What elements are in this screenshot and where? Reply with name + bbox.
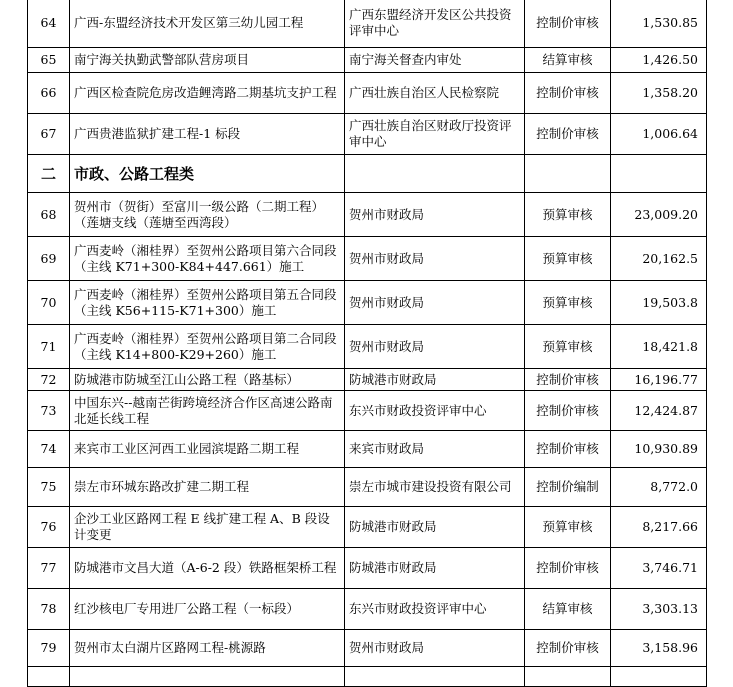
review-type-cell: 预算审核: [525, 281, 611, 325]
review-type-cell: 结算审核: [525, 589, 611, 630]
review-type-cell: 控制价编制: [525, 468, 611, 507]
row-number-cell: 二: [28, 155, 70, 193]
entrusting-unit-cell: 贺州市财政局: [345, 281, 525, 325]
review-type-cell: 控制价审核: [525, 114, 611, 155]
project-name-cell: 市政、公路工程类: [70, 155, 345, 193]
entrusting-unit-cell: 贺州市财政局: [345, 325, 525, 369]
row-number-cell: 65: [28, 48, 70, 73]
entrusting-unit-cell: 崇左市城市建设投资有限公司: [345, 468, 525, 507]
project-table-body: [28, 0, 707, 687]
entrusting-unit-cell: 防城港市财政局: [345, 548, 525, 589]
row-number-cell: 75: [28, 468, 70, 507]
table-row: [28, 548, 707, 589]
review-type-cell: 控制价审核: [525, 431, 611, 468]
entrusting-unit-cell: 防城港市财政局: [345, 369, 525, 391]
review-type-cell: [525, 155, 611, 193]
amount-cell: 1,530.85: [611, 0, 707, 48]
review-type-cell: 控制价审核: [525, 73, 611, 114]
project-name-cell: 广西区检查院危房改造鲤湾路二期基坑支护工程: [70, 73, 345, 114]
table-row: [28, 391, 707, 431]
row-number-cell: 73: [28, 391, 70, 431]
project-name-cell: 中国东兴--越南芒街跨境经济合作区高速公路南北延长线工程: [70, 391, 345, 431]
amount-cell: 8,772.0: [611, 468, 707, 507]
entrusting-unit-cell: 广西壮族自治区人民检察院: [345, 73, 525, 114]
project-name-cell: 广西-东盟经济技术开发区第三幼儿园工程: [70, 0, 345, 48]
review-type-cell: 控制价审核: [525, 630, 611, 667]
project-name-cell: 来宾市工业区河西工业园滨堤路二期工程: [70, 431, 345, 468]
project-name-cell: 贺州市太白湖片区路网工程-桃源路: [70, 630, 345, 667]
review-type-cell: 预算审核: [525, 325, 611, 369]
review-type-cell: 预算审核: [525, 507, 611, 548]
table-row: [28, 369, 707, 391]
row-number-cell: 71: [28, 325, 70, 369]
review-type-cell: 预算审核: [525, 237, 611, 281]
entrusting-unit-cell: 贺州市财政局: [345, 630, 525, 667]
table-row: [28, 589, 707, 630]
section-header-row: [28, 155, 707, 193]
entrusting-unit-cell: 东兴市财政投资评审中心: [345, 391, 525, 431]
project-name-cell: 广西贵港监狱扩建工程-1 标段: [70, 114, 345, 155]
row-number-cell: 69: [28, 237, 70, 281]
project-name-cell: 防城港市文昌大道（A-6-2 段）铁路框架桥工程: [70, 548, 345, 589]
project-name-cell: 防城港市防城至江山公路工程（路基标）: [70, 369, 345, 391]
review-type-cell: 控制价审核: [525, 0, 611, 48]
table-row: [28, 507, 707, 548]
project-table: [27, 0, 707, 687]
amount-cell: 3,158.96: [611, 630, 707, 667]
review-type-cell: 控制价审核: [525, 548, 611, 589]
amount-cell: 20,162.5: [611, 237, 707, 281]
row-number-cell: 66: [28, 73, 70, 114]
table-row: [28, 630, 707, 667]
amount-cell: 23,009.20: [611, 193, 707, 237]
entrusting-unit-cell: 贺州市财政局: [345, 237, 525, 281]
entrusting-unit-cell: 防城港市财政局: [345, 507, 525, 548]
row-number-cell: 79: [28, 630, 70, 667]
entrusting-unit-cell: 广西东盟经济开发区公共投资评审中心: [345, 0, 525, 48]
amount-cell: 16,196.77: [611, 369, 707, 391]
amount-cell: 1,358.20: [611, 73, 707, 114]
row-number-cell: 78: [28, 589, 70, 630]
row-number-cell: 74: [28, 431, 70, 468]
table-row: [28, 73, 707, 114]
table-row: [28, 431, 707, 468]
row-number-cell: 77: [28, 548, 70, 589]
project-name-cell: 广西麦岭（湘桂界）至贺州公路项目第二合同段（主线 K14+800-K29+260）施工: [70, 325, 345, 369]
entrusting-unit-cell: 东兴市财政投资评审中心: [345, 589, 525, 630]
project-name-cell: 广西麦岭（湘桂界）至贺州公路项目第六合同段（主线 K71+300-K84+447.661）施工: [70, 237, 345, 281]
row-number-cell: 72: [28, 369, 70, 391]
project-name-cell: 广西麦岭（湘桂界）至贺州公路项目第五合同段（主线 K56+115-K71+300）施工: [70, 281, 345, 325]
project-name-cell: 崇左市环城东路改扩建二期工程: [70, 468, 345, 507]
table-row: [28, 281, 707, 325]
amount-cell: [611, 155, 707, 193]
amount-cell: 1,006.64: [611, 114, 707, 155]
table-row: [28, 237, 707, 281]
project-name-cell: 贺州市（贺街）至富川一级公路（二期工程）（莲塘支线（莲塘至西湾段）: [70, 193, 345, 237]
amount-cell: 3,746.71: [611, 548, 707, 589]
row-number-cell: 64: [28, 0, 70, 48]
entrusting-unit-cell: [345, 155, 525, 193]
row-number-cell: 70: [28, 281, 70, 325]
entrusting-unit-cell: 南宁海关督查内审处: [345, 48, 525, 73]
project-name-cell: 南宁海关执勤武警部队营房项目: [70, 48, 345, 73]
table-row: [28, 468, 707, 507]
table-row: [28, 114, 707, 155]
review-type-cell: 控制价审核: [525, 369, 611, 391]
review-type-cell: 预算审核: [525, 193, 611, 237]
project-name-cell: 企沙工业区路网工程 E 线扩建工程 A、B 段设计变更: [70, 507, 345, 548]
entrusting-unit-cell: 贺州市财政局: [345, 193, 525, 237]
row-number-cell: 76: [28, 507, 70, 548]
amount-cell: 3,303.13: [611, 589, 707, 630]
amount-cell: 12,424.87: [611, 391, 707, 431]
amount-cell: 8,217.66: [611, 507, 707, 548]
review-type-cell: 结算审核: [525, 48, 611, 73]
table-row: [28, 48, 707, 73]
review-type-cell: 控制价审核: [525, 391, 611, 431]
amount-cell: 10,930.89: [611, 431, 707, 468]
project-name-cell: 红沙核电厂专用进厂公路工程（一标段）: [70, 589, 345, 630]
table-row: [28, 0, 707, 48]
amount-cell: 18,421.8: [611, 325, 707, 369]
entrusting-unit-cell: 广西壮族自治区财政厅投资评审中心: [345, 114, 525, 155]
table-row: [28, 193, 707, 237]
row-number-cell: 67: [28, 114, 70, 155]
amount-cell: 1,426.50: [611, 48, 707, 73]
row-number-cell: 68: [28, 193, 70, 237]
table-row: [28, 325, 707, 369]
amount-cell: 19,503.8: [611, 281, 707, 325]
entrusting-unit-cell: 来宾市财政局: [345, 431, 525, 468]
